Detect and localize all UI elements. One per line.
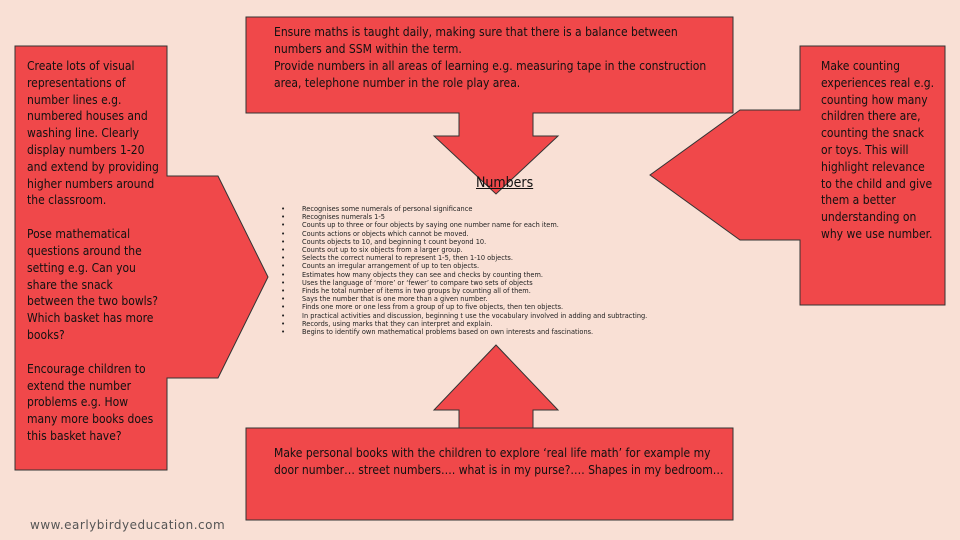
left-paragraph-extend: Encourage children to extend the number problems e.g. How many more books does this basket have?	[27, 361, 154, 443]
list-item: • Estimates how many objects they can see and checks by counting them.	[281, 271, 711, 279]
list-item: • Counts an irregular arrangement of up to ten objects.	[281, 262, 711, 270]
top-line-daily-maths: Ensure maths is taught daily, making sure that there is a balance between numbers and SSM within the term.	[274, 25, 678, 56]
right-paragraph: Make counting experiences real e.g. counting how many children there are, counting the snack or toys. This will highlight relevance to the child and give them a better understanding on why we use number.	[821, 59, 935, 241]
left-paragraph-visuals: Create lots of visual representations of number lines e.g. numbered houses and washing line. Clearly display numbers 1-20 and extend by providing higher numbers around the classroom.	[27, 59, 159, 208]
top-box-text	[274, 24, 724, 92]
list-item: • Recognises some numerals of personal significance	[281, 205, 711, 213]
list-item: • Counts objects to 10, and beginning t count beyond 10.	[281, 238, 711, 246]
website-footer: www.earlybirdyeducation.com	[30, 518, 226, 532]
left-box-text	[27, 58, 159, 445]
center-title: Numbers	[476, 175, 534, 191]
list-item: • Finds one more or one less from a group of up to five objects, then ten objects.	[281, 303, 711, 311]
list-item: • Says the number that is one more than a given number.	[281, 295, 711, 303]
numbers-objectives-list	[281, 205, 711, 336]
list-item: • Records, using marks that they can interpret and explain.	[281, 320, 711, 328]
bottom-arrow-box	[246, 345, 733, 520]
left-paragraph-questions: Pose mathematical questions around the setting e.g. Can you share the snack between the two bowls? Which basket has more books?	[27, 227, 159, 342]
list-item: • Finds he total number of items in two groups by counting all of them.	[281, 287, 711, 295]
list-item: • Counts up to three or four objects by saying one number name for each item.	[281, 221, 711, 229]
list-item: • Recognises numerals 1-5	[281, 213, 711, 221]
bottom-paragraph: Make personal books with the children to explore ‘real life math’ for example my door number… street numbers…. what is in my purse?…. Shapes in my bedroom…	[274, 446, 724, 477]
right-box-text	[821, 58, 935, 243]
bottom-box-text	[274, 445, 734, 479]
list-item: • Begins to identify own mathematical problems based on own interests and fascinations.	[281, 328, 711, 336]
top-line-provide-numbers: Provide numbers in all areas of learning e.g. measuring tape in the construction area, telephone number in the role play area.	[274, 59, 707, 90]
list-item: • Selects the correct numeral to represent 1-5, then 1-10 objects.	[281, 254, 711, 262]
list-item: • In practical activities and discussion, beginning t use the vocabulary involved in adding and subtracting.	[281, 312, 711, 320]
list-item: • Counts out up to six objects from a larger group.	[281, 246, 711, 254]
list-item: • Counts actions or objects which cannot be moved.	[281, 230, 711, 238]
list-item: • Uses the language of ‘more’ or ‘fewer’ to compare two sets of objects	[281, 279, 711, 287]
